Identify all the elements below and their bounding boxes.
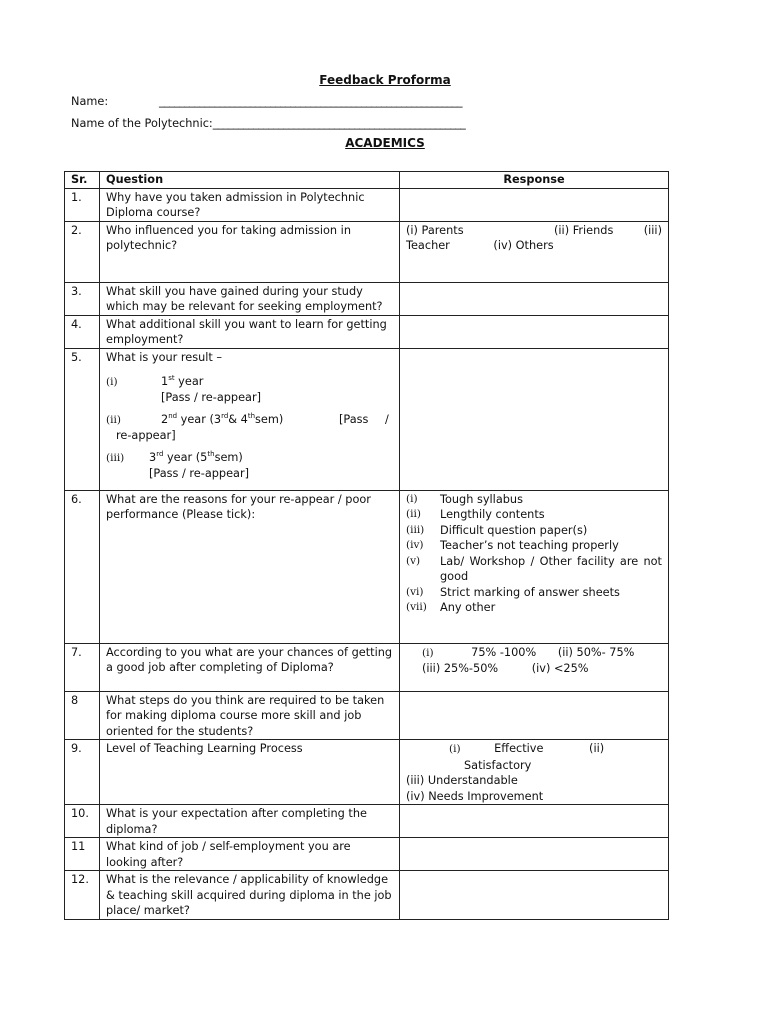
row-number: 3. (65, 282, 100, 315)
question-text: What steps do you think are required to be taken for making diploma course more skill and job oriented for the students? (100, 691, 400, 740)
response-cell[interactable] (400, 691, 669, 740)
level-i-num: (i) (449, 743, 461, 755)
level-ii-num: (ii) (589, 742, 605, 755)
result-i-status[interactable]: [Pass / re-appear] (161, 390, 262, 404)
option-parents[interactable]: (i) Parents (406, 223, 464, 237)
question-text: Level of Teaching Learning Process (100, 740, 400, 805)
question-cell (100, 348, 400, 490)
question-text: What additional skill you want to learn for getting employment? (100, 315, 400, 348)
result-iii-num: (iii) (106, 451, 125, 464)
question-text: What is the relevance / applicability of knowledge & teaching skill acquired during diploma in the job place/ market? (100, 871, 400, 920)
table-row (65, 691, 669, 740)
header-sr: Sr. (65, 172, 100, 189)
question-text: What skill you have gained during your study which may be relevant for seeking employment? (100, 282, 400, 315)
result-iii-status[interactable]: [Pass / re-appear] (149, 466, 250, 480)
table-row (65, 315, 669, 348)
level-understandable[interactable]: (iii) Understandable (406, 774, 518, 787)
row-number: 12. (65, 871, 100, 920)
result-ii-year: 2nd year (3rd& 4thsem) (161, 411, 284, 426)
level-satisfactory[interactable]: Satisfactory (464, 758, 532, 772)
section-title: ACADEMICS (345, 136, 425, 150)
option-others[interactable]: (iv) Others (493, 239, 554, 252)
name-field[interactable] (71, 95, 462, 108)
response-cell[interactable] (400, 282, 669, 315)
question-text: Why have you taken admission in Polytechnic Diploma course? (100, 188, 400, 221)
response-cell[interactable] (400, 871, 669, 920)
question-text: Who influenced you for taking admission in polytechnic? (100, 221, 400, 282)
table-row (65, 838, 669, 871)
question-text: What is your result – (106, 350, 223, 364)
list-item[interactable]: (vi) Strict marking of answer sheets (406, 585, 620, 599)
result-ii-reappear[interactable]: re-appear] (116, 428, 176, 442)
response-cell[interactable] (400, 838, 669, 871)
list-item[interactable]: (vii) Any other (406, 601, 496, 614)
table-row (65, 490, 669, 643)
row-number: 9. (65, 740, 100, 805)
row-number: 7. (65, 643, 100, 691)
response-cell[interactable] (400, 643, 669, 691)
row-number: 1. (65, 188, 100, 221)
row-number: 5. (65, 348, 100, 490)
chance-iii[interactable]: (iii) 25%-50% (422, 662, 499, 675)
response-cell[interactable] (400, 221, 669, 282)
polytechnic-label: Name of the Polytechnic: (71, 117, 213, 130)
result-i-year: 1st year (161, 373, 204, 388)
table-row (65, 188, 669, 221)
result-iii-year: 3rd year (5thsem) (149, 449, 243, 464)
response-cell[interactable] (400, 188, 669, 221)
level-needs-improvement[interactable]: (iv) Needs Improvement (406, 789, 544, 803)
row-number: 10. (65, 805, 100, 838)
table-row (65, 740, 669, 805)
list-item[interactable]: (iii) Difficult question paper(s) (406, 523, 588, 537)
question-text: What kind of job / self-employment you are looking after? (100, 838, 400, 871)
question-text: What are the reasons for your re-appear / poor performance (Please tick): (100, 490, 400, 643)
question-text: According to you what are your chances of getting a good job after completing of Diploma? (100, 643, 400, 691)
chance-ii[interactable]: (ii) 50%- 75% (557, 645, 635, 659)
list-item[interactable]: (v) Lab/ Workshop / Other facility are not good (406, 554, 662, 583)
option-teacher[interactable]: Teacher (406, 239, 450, 252)
chance-i[interactable]: 75% -100% (471, 645, 537, 659)
chance-i-num: (i) (422, 646, 434, 659)
row-number: 6. (65, 490, 100, 643)
table-row (65, 643, 669, 691)
feedback-table (64, 171, 669, 920)
name-blank-line[interactable]: ____________________________________________________________ (159, 95, 462, 108)
page-title: Feedback Proforma (319, 73, 451, 87)
result-ii-pass[interactable]: [Pass (339, 412, 369, 426)
table-row (65, 348, 669, 490)
table-header-row (65, 172, 669, 189)
result-ii-slash: / (385, 412, 389, 426)
row-number: 8 (65, 691, 100, 740)
question-text: What is your expectation after completing the diploma? (100, 805, 400, 838)
option-friends[interactable]: (ii) Friends (554, 223, 614, 237)
row-number: 2. (65, 221, 100, 282)
response-cell[interactable] (400, 348, 669, 490)
header-question: Question (100, 172, 400, 189)
reason-options (406, 492, 662, 616)
list-item[interactable]: (i) Tough syllabus (406, 492, 523, 506)
row-number: 4. (65, 315, 100, 348)
response-cell[interactable] (400, 805, 669, 838)
table-row (65, 805, 669, 838)
response-cell[interactable] (400, 490, 669, 643)
row-number: 11 (65, 838, 100, 871)
response-cell[interactable] (400, 740, 669, 805)
list-item[interactable]: (ii) Lengthily contents (406, 508, 545, 521)
polytechnic-field[interactable] (71, 117, 465, 130)
result-ii-num: (ii) (106, 413, 121, 426)
table-row (65, 221, 669, 282)
level-effective[interactable]: Effective (494, 742, 544, 755)
list-item[interactable]: (iv) Teacher’s not teaching properly (406, 539, 619, 552)
response-cell[interactable] (400, 315, 669, 348)
header-response: Response (400, 172, 669, 189)
result-i-num: (i) (106, 375, 118, 388)
option-iii-num: (iii) (643, 223, 662, 237)
polytechnic-blank-line[interactable]: __________________________________________________ (212, 117, 466, 130)
chance-iv[interactable]: (iv) <25% (531, 662, 589, 675)
name-label: Name: (71, 95, 109, 108)
table-row (65, 282, 669, 315)
table-row (65, 871, 669, 920)
